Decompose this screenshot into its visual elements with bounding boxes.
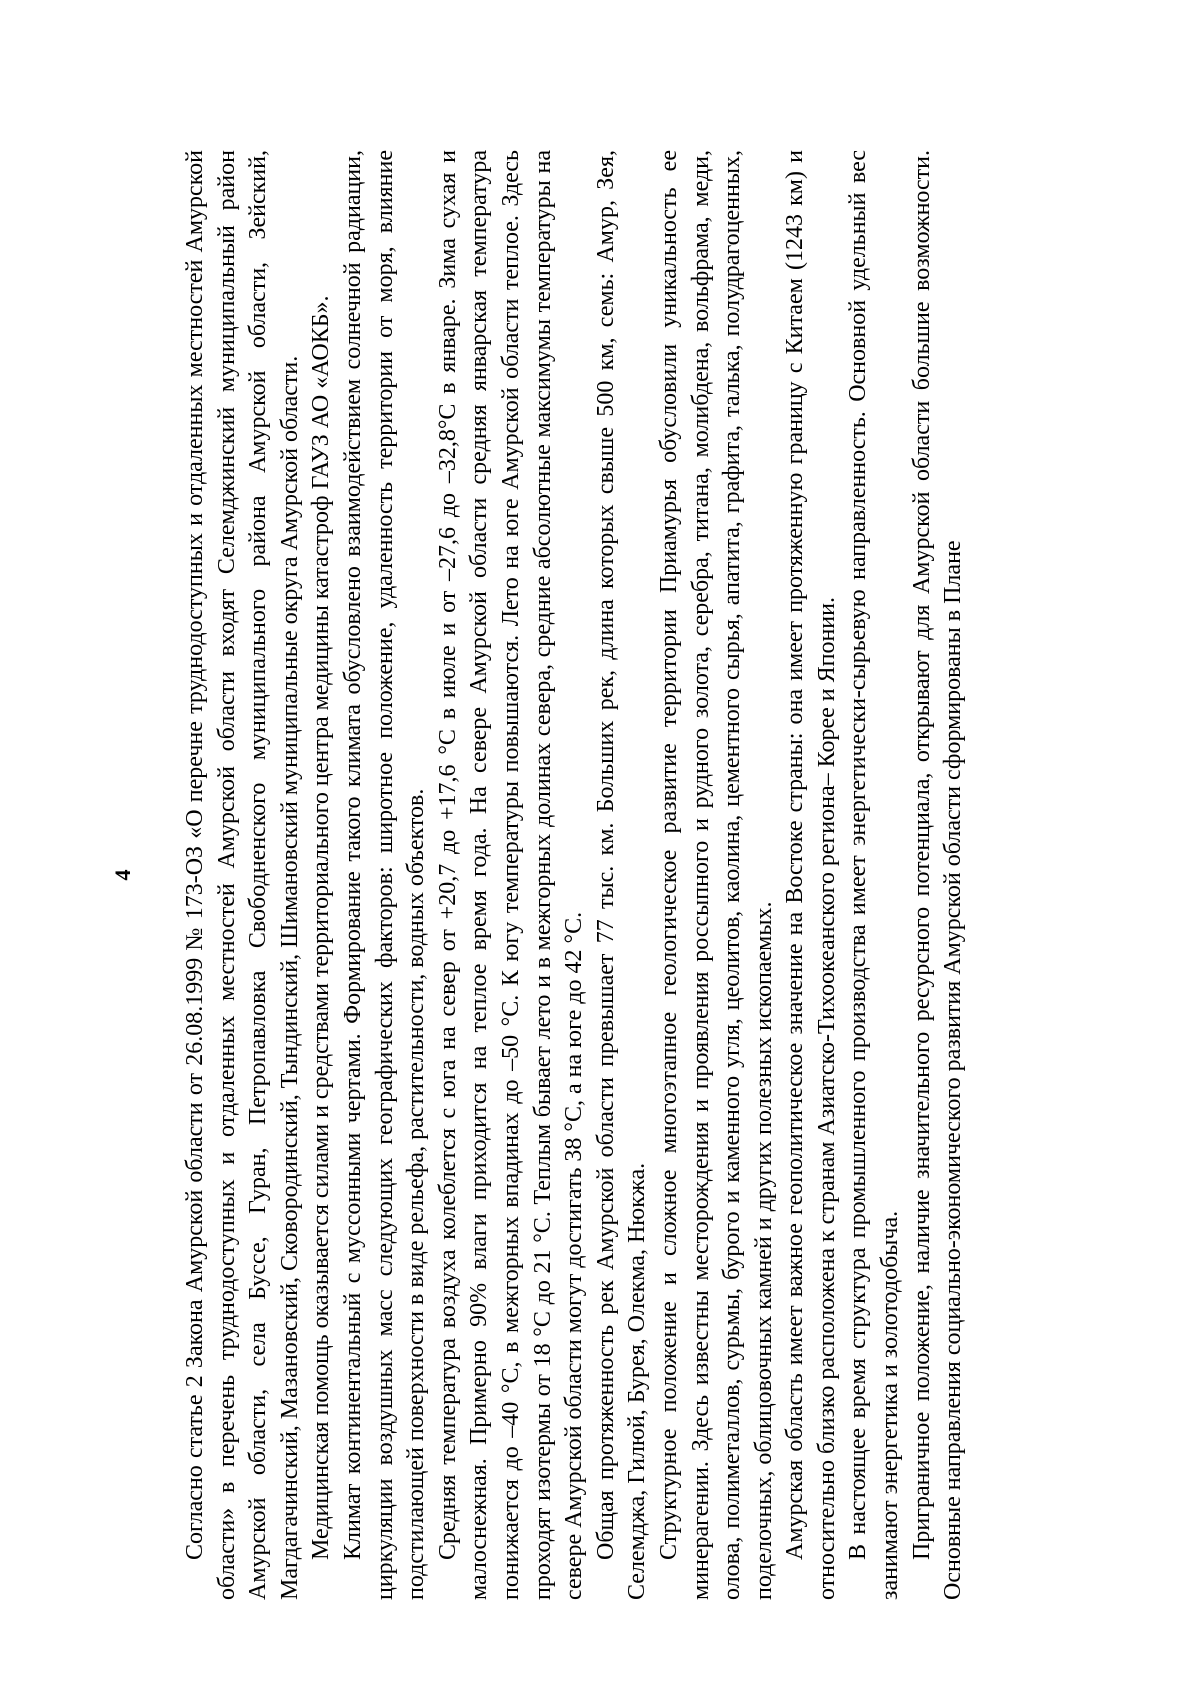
paragraph-rivers: Общая протяженность рек Амурской области превышает 77 тыс. км. Больших рек, длина которых свыше 500 км, семь: Амур, Зея, Селемджа, Гилюй, Бурея, Олекма, Нюкжа. [592, 150, 651, 1600]
landscape-text-block [110, 150, 1040, 1600]
paragraph-geopolitics: Амурская область имеет важное геополитическое значение на Востоке страны: она имеет протяженную границу с Китаем (1243 км) и относительно близко расположена к странам Азиатско-Тихоокеанского региона– Корее и Японии. [782, 150, 840, 1600]
paragraph-border-position: Приграничное положение, наличие значительного ресурсного потенциала, открывают для Амурской области большие возможности. Основные направления социально-экономического развития Амурской области сформированы в Плане [908, 150, 967, 1600]
page-number: 4 [110, 869, 135, 881]
paragraph-legal-basis: Согласно статье 2 Закона Амурской области от 26.08.1999 № 173-ОЗ «О перечне труднодоступных и отдаленных местностей Амурской области» в перечень труднодоступных и отдаленных местностей Амурской области входят Селемджинский муниципальный район Амурской области, села Буссе, Гуран, Петропавловка Свободненского муниципального района Амурской области, Зейский, Магдагачинский, Мазановский, Сковородинский, Тындинский, Шимановский муниципальные округа Амурской области. [182, 150, 303, 1600]
rotated-content-area [110, 150, 1040, 1600]
body-text [180, 150, 970, 1600]
paragraph-temperature: Средняя температура воздуха колеблется с юга на север от +20,7 до +17,6 °С в июле и от –27,6 до –32,8°С в январе. Зима сухая и малоснежная. Примерно 90% влаги приходится на теплое время года. На севере Амурской области средняя январская температура понижается до –40 °С, в межгорных впадинах до –50 °С. К югу температуры повышаются. Лето на юге Амурской области теплое. Здесь проходят изотермы от 18 °С до 21 °С. Теплым бывает лето и в межгорных долинах севера, средние абсолютные максимумы температуры на севере Амурской области могут достигать 38 °С, а на юге до 42 °С. [434, 150, 588, 1600]
paragraph-medical-help: Медицинская помощь оказывается силами и средствами территориального центра медицины катастроф ГАУЗ АО «АОКБ». [308, 295, 335, 1560]
paragraph-minerals: Структурное положение и сложное многоэтапное геологическое развитие территории Приамурья обусловили уникальность ее минерагении. Здесь известны месторождения и проявления россыпного и рудного золота, серебра, титана, молибдена, вольфрама, меди, олова, полиметаллов, сурьмы, бурого и каменного угля, цеолитов, каолина, цементного сырья, апатита, графита, талька, полудрагоценных, поделочных, облицовочных камней и других полезных ископаемых. [655, 150, 777, 1600]
paragraph-industry: В настоящее время структура промышленного производства имеет энергетически-сырьевую направленность. Основной удельный вес занимают энергетика и золотодобыча. [845, 150, 904, 1600]
paragraph-climate: Климат континентальный с муссонными чертами. Формирование такого климата обусловлено взаимодействием солнечной радиации, циркуляции воздушных масс следующих географических факторов: широтное положение, удаленность территории от моря, влияние подстилающей поверхности в виде рельефа, растительности, водных объектов. [339, 150, 430, 1600]
